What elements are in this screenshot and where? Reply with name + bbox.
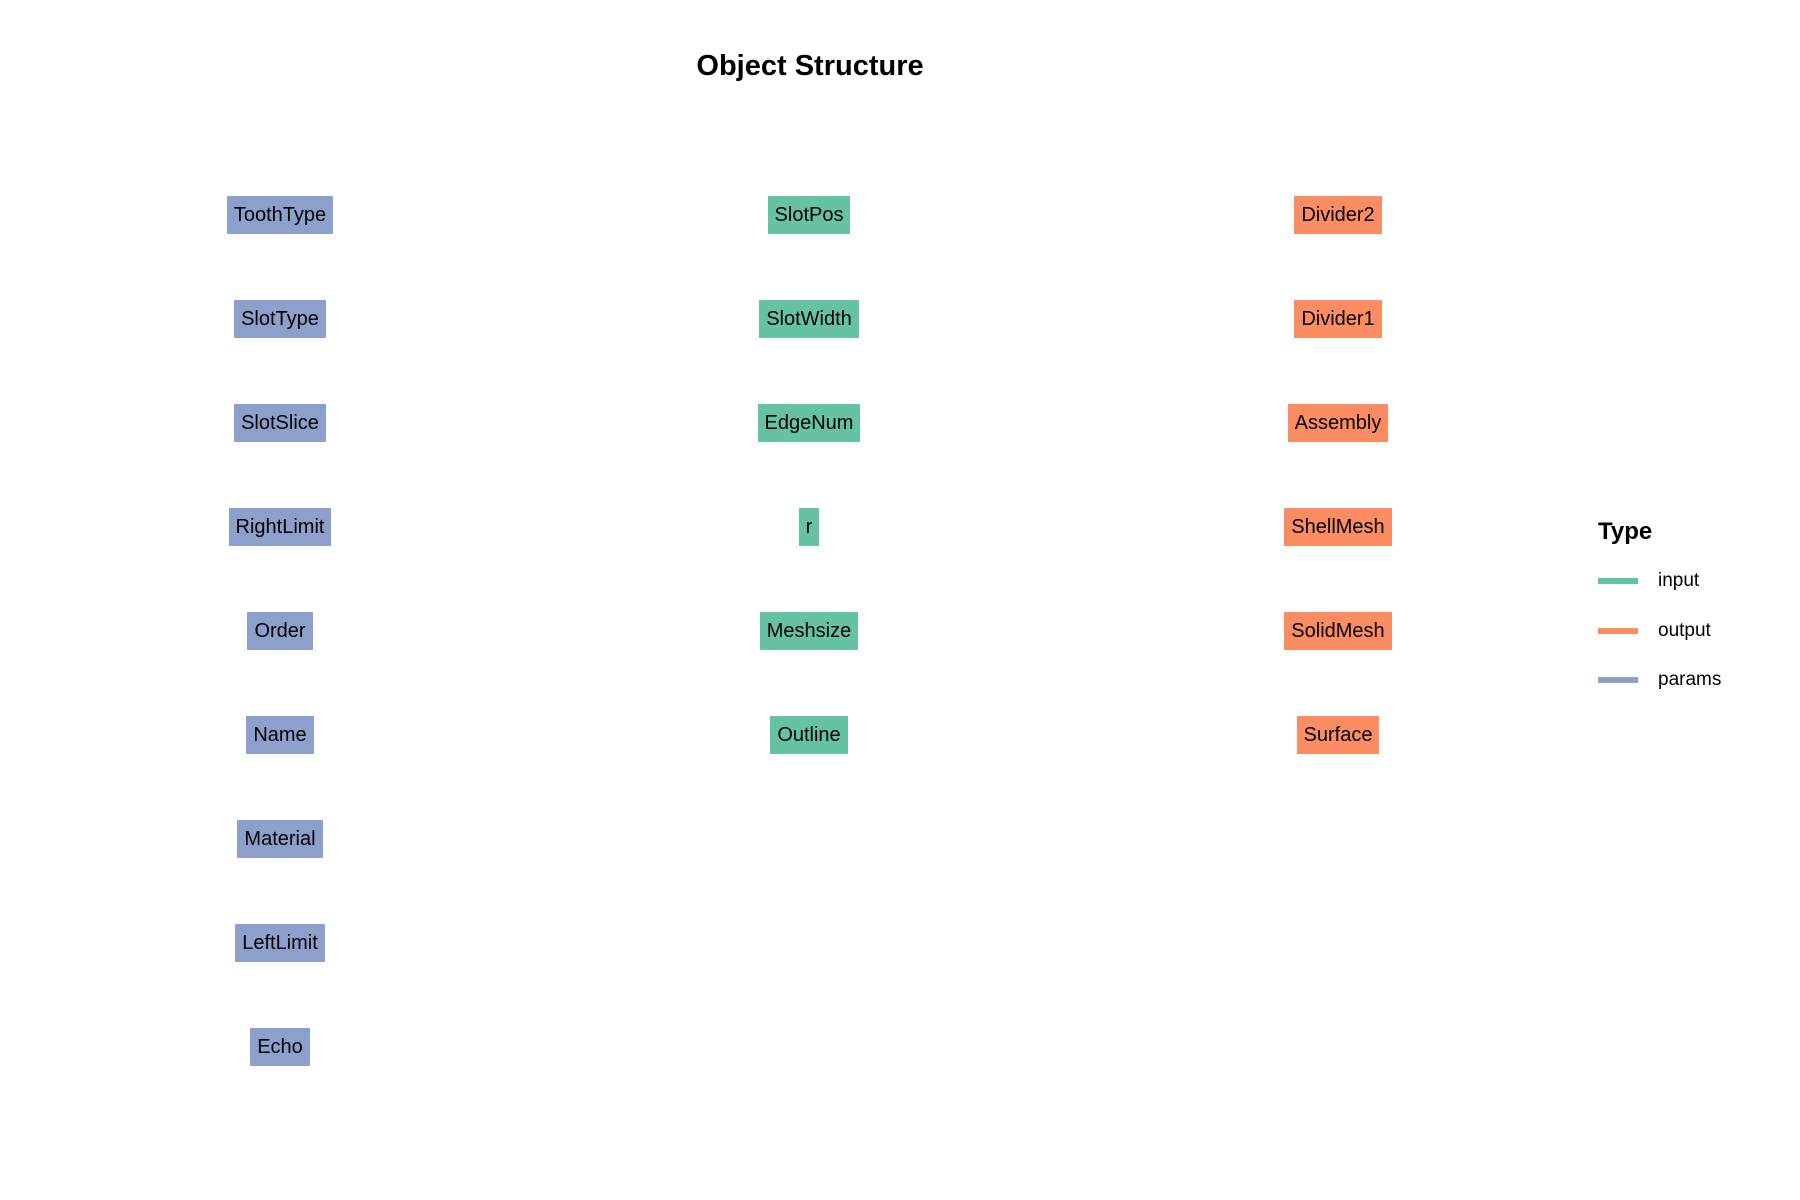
legend-swatch-output <box>1598 628 1638 634</box>
legend-title: Type <box>1598 518 1653 545</box>
legend-swatch-params <box>1598 677 1638 683</box>
node-echo: Echo <box>250 1028 310 1066</box>
node-divider2: Divider2 <box>1294 196 1381 234</box>
diagram-title: Object Structure <box>696 50 924 82</box>
output-column <box>1138 196 1538 754</box>
legend-label-output: output <box>1658 619 1711 641</box>
node-name: Name <box>246 716 313 754</box>
node-r: r <box>799 508 820 546</box>
params-column <box>80 196 480 1066</box>
input-column <box>609 196 1009 754</box>
node-meshsize: Meshsize <box>760 612 858 650</box>
node-assembly: Assembly <box>1288 404 1389 442</box>
node-edgenum: EdgeNum <box>758 404 861 442</box>
legend <box>1598 518 1721 715</box>
legend-label-params: params <box>1658 669 1722 690</box>
node-slottype: SlotType <box>234 300 326 338</box>
node-solidmesh: SolidMesh <box>1284 612 1391 650</box>
legend-item-output <box>1598 616 1721 646</box>
node-divider1: Divider1 <box>1294 300 1381 338</box>
node-rightlimit: RightLimit <box>229 508 332 546</box>
legend-item-input <box>1598 566 1721 596</box>
node-order: Order <box>247 612 312 650</box>
node-shellmesh: ShellMesh <box>1284 508 1391 546</box>
node-leftlimit: LeftLimit <box>235 924 325 962</box>
legend-swatch-input <box>1598 578 1638 584</box>
node-slotpos: SlotPos <box>768 196 851 234</box>
legend-item-params <box>1598 665 1721 695</box>
node-slotwidth: SlotWidth <box>759 300 859 338</box>
node-outline: Outline <box>770 716 847 754</box>
node-surface: Surface <box>1297 716 1380 754</box>
node-toothtype: ToothType <box>227 196 333 234</box>
legend-label-input: input <box>1658 570 1700 591</box>
node-slotslice: SlotSlice <box>234 404 326 442</box>
node-material: Material <box>237 820 322 858</box>
